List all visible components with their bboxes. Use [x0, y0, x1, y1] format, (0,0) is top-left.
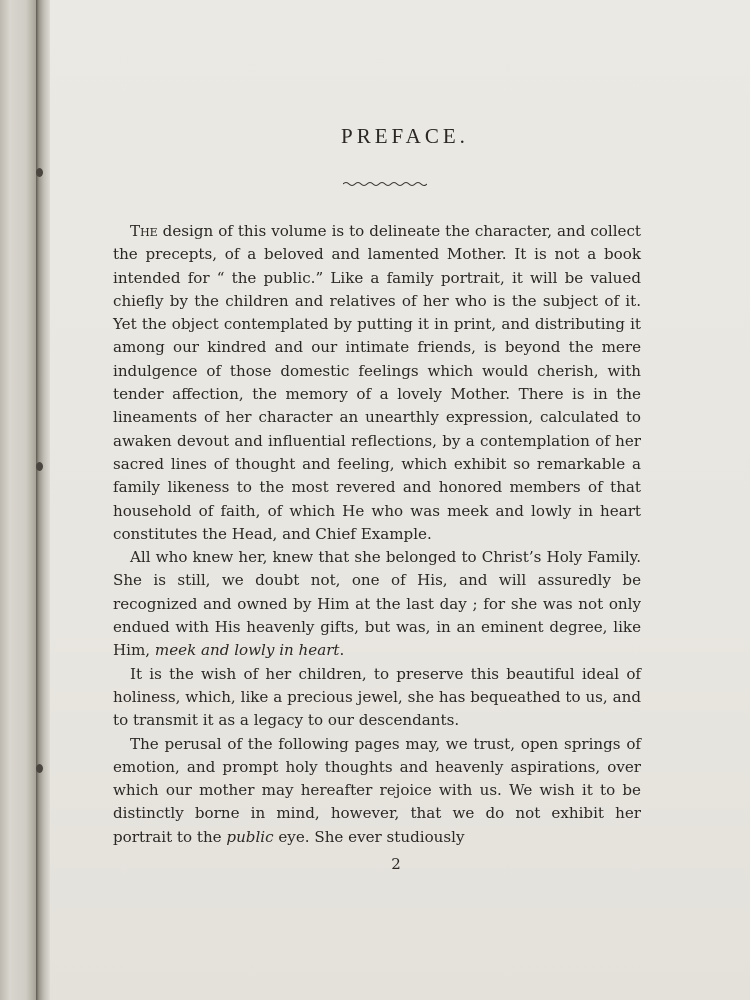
paragraph-text: All who knew her, knew that she belonged to Christ’s Holy Family. She is still, we doubt not, one of His, and will assuredly be recognized and owned by Him at the last day ; for she was not only endued with His heavenly gifts, but was, in an eminent degree, like Him, — [113, 548, 641, 660]
page-number: 2 — [391, 855, 401, 873]
paragraph-text: The perusal of the following pages may, we trust, open springs of emotion, and prompt holy thoughts and heavenly aspirations, over which our mother may hereafter rejoice with us. We wish it to be distinctly borne in mind, however, that we do not exhibit her portrait to the — [113, 734, 641, 846]
paragraph-4 — [113, 733, 641, 849]
italic-phrase: meek and lowly in heart — [154, 641, 340, 660]
book-gutter — [36, 0, 50, 1000]
ornament-rule — [343, 180, 427, 188]
paragraph-text: eye. She ever studiously — [273, 827, 465, 846]
binding-stitch — [36, 168, 43, 177]
paragraph-1 — [113, 220, 641, 546]
italic-word: public — [226, 827, 274, 846]
paragraph-text: design of this volume is to delineate the character, and collect the precepts, of a beloved and lamented Mother. It is not a book intended for “ the public.” Like a family portrait, it will be valued chiefly by the children and relatives of her who is the subject of it. Yet the object contemplated by putting it in print, and distributing it among our kindred and our intimate friends, is beyond the mere indulgence of those domestic feelings which would cherish, with tender affection, the memory of a lovely Mother. There is in the lineaments of her character an unearthly expression, calculated to awaken devout and influential reflections, by a contemplation of her sacred lines of thought and feeling, which exhibit so remarkable a family likeness to the most revered and honored members of that household of faith, of which He who was meek and lowly in heart constitutes the Head, and Chief Example. — [113, 222, 641, 543]
paragraph-3 — [113, 663, 641, 733]
binding-stitch — [36, 462, 43, 471]
binding-stitch — [36, 764, 43, 773]
preface-body — [113, 220, 641, 849]
paragraph-text: It is the wish of her children, to preserve this beautiful ideal of holiness, which, like a precious jewel, she has bequeathed to us, and to transmit it as a legacy to our descendants. — [113, 664, 641, 730]
previous-page-edge — [0, 0, 38, 1000]
paragraph-2 — [113, 546, 641, 662]
opening-word: The — [130, 222, 158, 240]
paragraph-text: . — [339, 641, 345, 660]
page-title: PREFACE. — [341, 124, 469, 148]
